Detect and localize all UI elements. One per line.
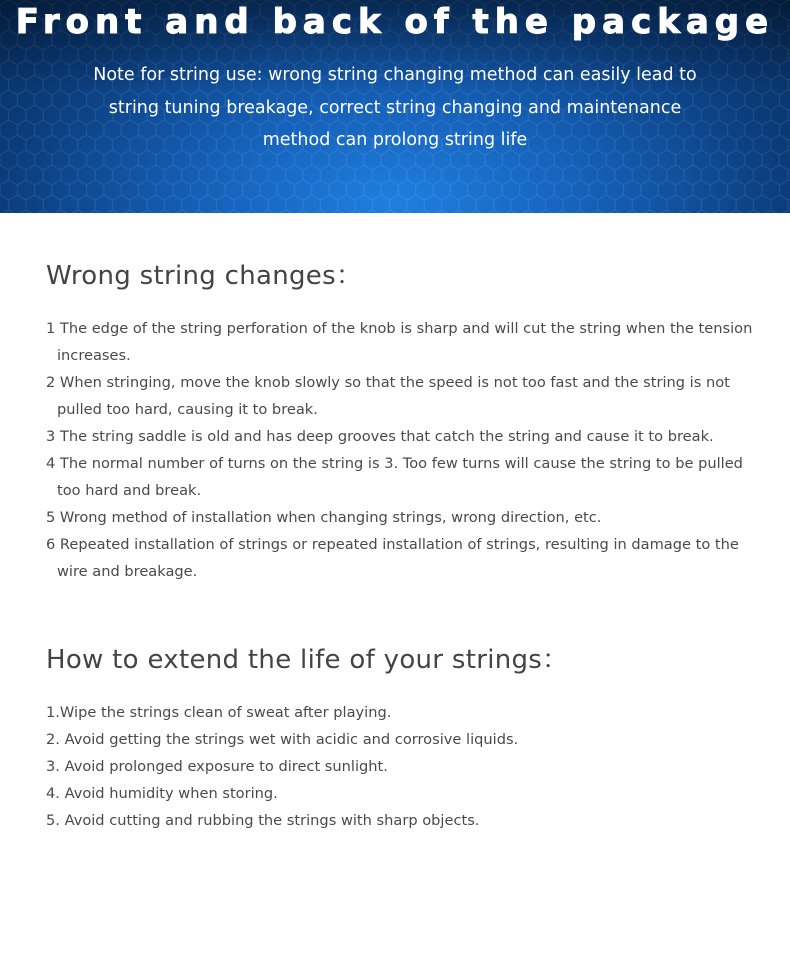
wrong-changes-list	[46, 315, 766, 585]
list-item: 5. Avoid cutting and rubbing the strings with sharp objects.	[46, 812, 480, 829]
extend-life-heading: How to extend the life of your strings：	[46, 645, 569, 675]
extend-life-list	[46, 699, 766, 834]
banner-note-line: string tuning breakage, correct string changing and maintenance	[108, 97, 682, 118]
list-item: 1.Wipe the strings clean of sweat after playing.	[46, 704, 392, 721]
list-item: 3. Avoid prolonged exposure to direct sunlight.	[46, 758, 388, 775]
list-item: 2. Avoid getting the strings wet with acidic and corrosive liquids.	[46, 731, 519, 748]
banner-title: Front and back of the package	[15, 2, 775, 42]
header-banner	[0, 0, 790, 213]
wrong-changes-heading: Wrong string changes：	[46, 261, 363, 291]
list-item: 4 The normal number of turns on the string is 3. Too few turns will cause the string to be pulled too hard and break.	[46, 455, 743, 499]
list-item: 3 The string saddle is old and has deep grooves that catch the string and cause it to break.	[46, 428, 714, 445]
list-item: 1 The edge of the string perforation of the knob is sharp and will cut the string when the tension increases.	[46, 320, 753, 364]
list-item: 6 Repeated installation of strings or repeated installation of strings, resulting in damage to the wire and breakage.	[46, 536, 739, 580]
banner-note	[60, 59, 730, 157]
list-item: 2 When stringing, move the knob slowly so that the speed is not too fast and the string is not pulled too hard, causing it to break.	[46, 374, 730, 418]
banner-note-line: Note for string use: wrong string changing method can easily lead to	[93, 65, 697, 85]
banner-note-line: method can prolong string life	[262, 130, 528, 150]
list-item: 4. Avoid humidity when storing.	[46, 785, 278, 802]
list-item: 5 Wrong method of installation when changing strings, wrong direction, etc.	[46, 509, 602, 526]
